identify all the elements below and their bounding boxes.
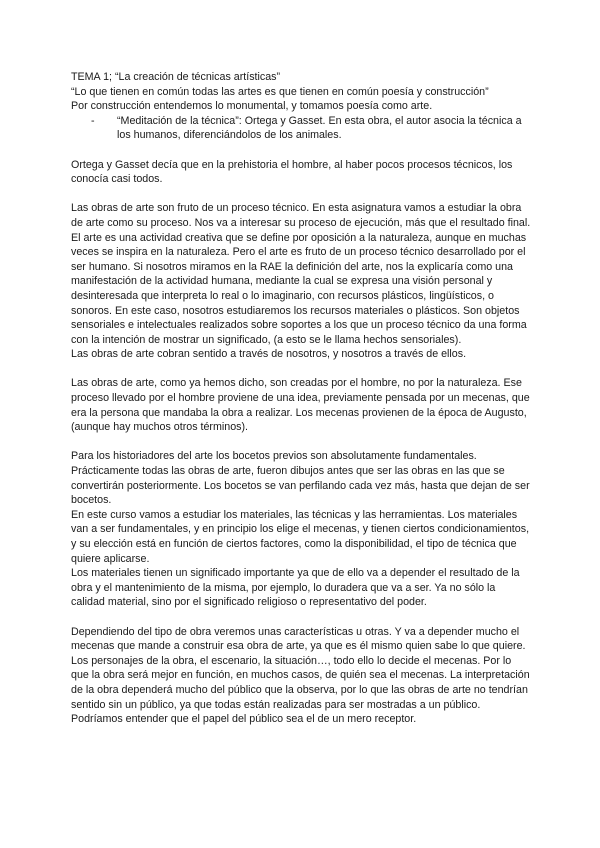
paragraph: En este curso vamos a estudiar los materiales, las técnicas y las herramientas. Los materiales van a ser fundamentales, y en principio los elige el mecenas, y tienen ciertos condicionamientos, y su elección está en función de ciertos factores, como la disponibilidad, el tipo de técnica que quiere aplicarse. [71, 508, 530, 565]
paragraph: Las obras de arte, como ya hemos dicho, son creadas por el hombre, no por la naturaleza. Ese proceso llevado por el hombre proviene de una idea, previamente pensada por un mecenas, que era la persona que mandaba la obra a realizar. Los mecenas provienen de la época de Augusto, (aunque hay muchos otros términos). [71, 377, 530, 434]
document-page [71, 70, 531, 727]
paragraph: Las obras de arte cobran sentido a través de nosotros, y nosotros a través de ellos. [71, 348, 467, 361]
paragraph: Para los historiadores del arte los bocetos previos son absolutamente fundamentales. Prácticamente todas las obras de arte, fueron dibujos antes que ser las obras en las que se convertirán posteriormente. Los bocetos se van perfilando cada vez más, hasta que dejan de ser bocetos. [71, 450, 530, 507]
paragraph: Las obras de arte son fruto de un proceso técnico. En esta asignatura vamos a estudiar la obra de arte como su proceso. Nos va a interesar su proceso de ejecución, más que el resultado final. El arte es una actividad creativa que se define por oposición a la naturaleza, aunque en muchas veces se inspira en la naturaleza. Pero el arte es fruto de un proceso técnico desarrollado por el ser humano. Si nosotros miramos en la RAE la definición del arte, nos la explicaría como una manifestación de la actividad humana, mediante la cual se expresa una visión personal y desinteresada que interpreta lo real o lo imaginario, con recursos plásticos, lingüísticos, o sonoros. En este caso, nosotros estudiaremos los recursos materiales o plásticos. Son objetos sensoriales e intelectuales realizados sobre soportes a los que un proceso técnico da una forma con la intención de mostrar un significado, (a esto se le llama hechos sensoriales). [71, 202, 531, 346]
bullet-marker: - [91, 114, 95, 127]
definition-line: Por construcción entendemos lo monumental, y tomamos poesía como arte. [71, 100, 433, 113]
quote-line: “Lo que tienen en común todas las artes es que tienen en común poesía y construcción” [71, 85, 489, 98]
paragraph: Los materiales tienen un significado importante ya que de ello va a depender el resultado de la obra y el mantenimiento de la misma, por ejemplo, lo duradera que va a ser. Ya no sólo la calidad material, sino por el significado religioso o representativo del poder. [71, 567, 520, 609]
paragraph: Ortega y Gasset decía que en la prehistoria el hombre, al haber pocos procesos técnicos, los conocía casi todos. [71, 158, 513, 186]
bullet-item [91, 114, 531, 143]
paragraph: Dependiendo del tipo de obra veremos unas características u otras. Y va a depender mucho el mecenas que mande a construir esa obra de arte, ya que es él mismo quien sabe lo que quiere. Los personajes de la obra, el escenario, la situación…, todo ello lo decide el mecenas. Por lo que la obra será mejor en función, en muchos casos, de quién sea el mecenas. La interpretación de la obra dependerá mucho del público que la observa, por lo que las obras de arte no tendrían sentido sin un público, ya que todas están realizadas para ser mostradas a un público. Podríamos entender que el papel del público sea el de un mero receptor. [71, 625, 530, 726]
document-heading: TEMA 1; “La creación de técnicas artísticas” [71, 71, 281, 83]
bullet-text: “Meditación de la técnica”: Ortega y Gasset. En esta obra, el autor asocia la técnica a los humanos, diferenciándolos de los animales. [117, 114, 522, 142]
